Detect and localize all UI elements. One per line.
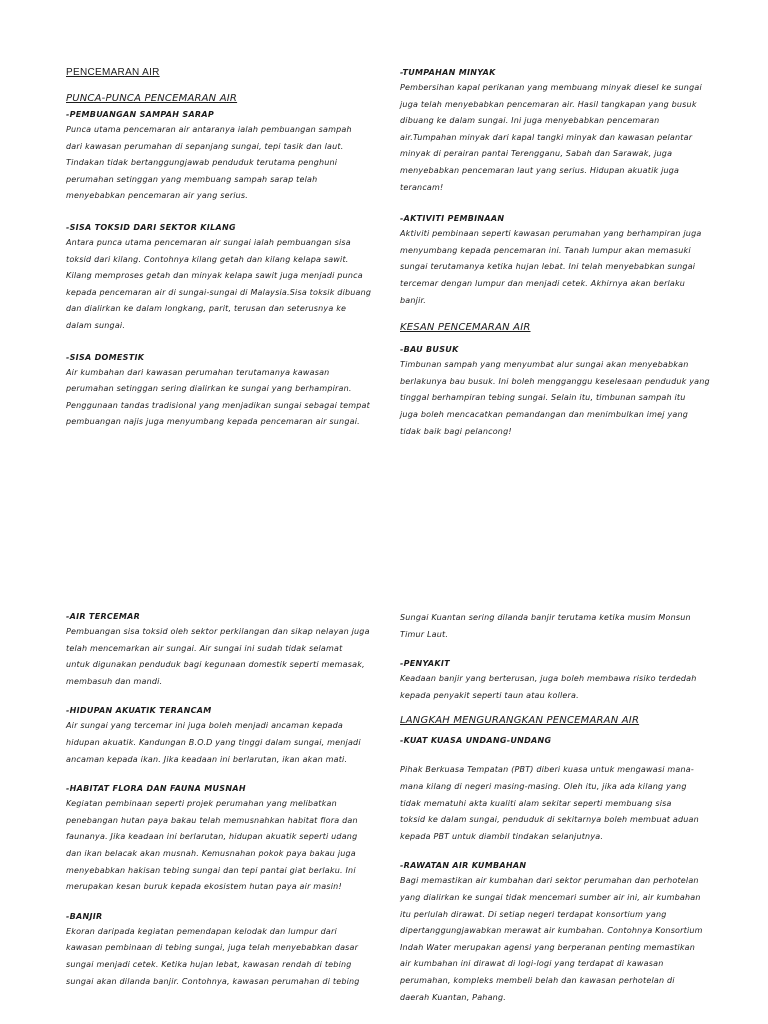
page1-left-column — [66, 66, 376, 431]
section-heading-causes: PUNCA-PUNCA PENCEMARAN AIR — [66, 93, 238, 104]
sub-heading-toxic-waste: -SISA TOKSID DARI SEKTOR KILANG — [66, 222, 236, 232]
page2-right-column — [400, 610, 720, 1006]
paragraph-construction: Aktiviti pembinaan seperti kawasan perumahan yang berhampiran juga menyumbang kepada pencemaran ini. Tanah lumpur akan memasuki sungai terutamanya ketika hujan lebat. Ini telah menyebabkan sungai tercemar dengan lumpur dan menjadi cetek. Akhirnya akan berlaku banjir. — [400, 229, 702, 305]
section-heading-measures: LANGKAH MENGURANGKAN PENCEMARAN AIR — [400, 715, 640, 727]
sub-heading-habitat: -HABITAT FLORA DAN FAUNA MUSNAH — [66, 784, 246, 794]
sub-heading-domestic-waste: -SISA DOMESTIK — [66, 352, 145, 362]
sub-heading-construction: -AKTIVITI PEMBINAAN — [400, 214, 505, 224]
sub-heading-bad-smell: -BAU BUSUK — [400, 345, 459, 355]
sub-heading-aquatic-life: -HIDUPAN AKUATIK TERANCAM — [66, 706, 212, 716]
paragraph-habitat: Kegiatan pembinaan seperti projek perumahan yang melibatkan penebangan hutan paya bakau telah memusnahkan habitat flora dan faunanya. Jika keadaan ini berlarutan, hidupan akuatik seperti udang dan ikan belacak akan musnah. Kemusnahan pokok paya bakau juga menyebabkan hakisan tebing sungai dan tepi pantai giat berlaku. Ini merupakan kesan buruk kepada ekosistem hutan paya air masin! — [66, 799, 358, 892]
paragraph-enforcement: Pihak Berkuasa Tempatan (PBT) diberi kuasa untuk mengawasi mana- mana kilang di negeri masing-masing. Oleh itu, jika ada kilang yang tidak mematuhi akta kualiti alam sekitar seperti membuang sisa toksid ke dalam sungai, penduduk di sekitarnya boleh membuat aduan kepada PBT untuk diambil tindakan selanjutnya. — [400, 765, 699, 841]
paragraph-oil-spill: Pembersihan kapal perikanan yang membuang minyak diesel ke sungai juga telah menyebabkan pencemaran air. Hasil tangkapan yang busuk dibuang ke dalam sungai. Ini juga menyebabkan pencemaran air.Tumpahan minyak dari kapal tangki minyak dan kawasan pelantar minyak di perairan pantai Terengganu, Sabah dan Sarawak, juga menyebabkan pencemaran laut yang serius. Hidupan akuatik juga terancam! — [400, 83, 702, 192]
page1-right-column — [400, 66, 720, 440]
paragraph-sewage-treatment: Bagi memastikan air kumbahan dari sektor perumahan dan perhotelan yang dialirkan ke sungai tidak mencemari sumber air ini, air kumbahan itu perlulah dirawat. Di setiap negeri terdapat konsortium yang dipertanggungjawabkan merawat air kumbahan. Contohnya Konsortium Indah Water merupakan agensi yang berperanan penting memastikan air kumbahan ini dirawat di logi-logi yang terdapat di kawasan perumahan, kompleks membeli belah dan kawasan perhotelan di daerah Kuantan, Pahang. — [400, 876, 703, 1002]
paragraph-polluted-water: Pembuangan sisa toksid oleh sektor perkilangan dan sikap nelayan juga telah mencemarkan air sungai. Air sungai ini sudah tidak selamat untuk digunakan penduduk bagi kegunaan domestik seperti memasak, membasuh dan mandi. — [66, 627, 370, 686]
paragraph-bad-smell: Timbunan sampah yang menyumbat alur sungai akan menyebabkan berlakunya bau busuk. Ini boleh mengganggu keselesaan penduduk yang tinggal berhampiran tebing sungai. Selain itu, timbunan sampah itu juga boleh mencacatkan pemandangan dan menimbulkan imej yang tidak baik bagi pelancong! — [400, 360, 710, 436]
sub-heading-disease: -PENYAKIT — [400, 659, 450, 669]
sub-heading-sewage-treatment: -RAWATAN AIR KUMBAHAN — [400, 861, 527, 871]
paragraph-flood: Ekoran daripada kegiatan pemendapan kelodak dan lumpur dari kawasan pembinaan di tebing sungai, juga telah menyebabkan dasar sungai menjadi cetek. Ketika hujan lebat, kawasan rendah di tebing sungai akan dilanda banjir. Contohnya, kawasan perumahan di tebing — [66, 926, 360, 986]
sub-heading-rubbish: -PEMBUANGAN SAMPAH SARAP — [66, 110, 215, 119]
paragraph-rubbish: Punca utama pencemaran air antaranya ialah pembuangan sampah dari kawasan perumahan di sepanjang sungai, tepi tasik dan laut. Tindakan tidak bertanggungjawab penduduk terutama penghuni perumahan setinggan yang membuang sampah sarap telah menyebabkan pencemaran air yang serius. — [66, 125, 352, 201]
paragraph-disease: Keadaan banjir yang berterusan, juga boleh membawa risiko terdedah kepada penyakit seperti taun atau kollera. — [400, 674, 697, 700]
sub-heading-flood: -BANJIR — [66, 911, 103, 921]
document-page-2 — [0, 596, 768, 1024]
sub-heading-enforcement: -KUAT KUASA UNDANG-UNDANG — [400, 736, 552, 746]
page2-left-column — [66, 610, 376, 990]
paragraph-flood-continued: Sungai Kuantan sering dilanda banjir terutama ketika musim Monsun Timur Laut. — [400, 613, 691, 639]
sub-heading-oil-spill: -TUMPAHAN MINYAK — [400, 68, 496, 77]
document-title: PENCEMARAN AIR — [66, 67, 160, 78]
paragraph-aquatic-life: Air sungai yang tercemar ini juga boleh menjadi ancaman kepada hidupan akuatik. Kandungan B.O.D yang tinggi dalam sungai, menjadi ancaman kepada ikan. Jika keadaan ini berlarutan, ikan akan mati. — [66, 721, 361, 764]
paragraph-domestic-waste: Air kumbahan dari kawasan perumahan terutamanya kawasan perumahan setinggan sering dialirkan ke sungai yang berhampiran. Penggunaan tandas tradisional yang menjadikan sungai sebagai tempat pembuangan najis juga menyumbang kepada pencemaran air sungai. — [66, 367, 370, 427]
paragraph-toxic-waste: Antara punca utama pencemaran air sungai ialah pembuangan sisa toksid dari kilang. Contohnya kilang getah dan kilang kelapa sawit. Kilang memproses getah dan minyak kelapa sawit juga menjadi punca kepada pencemaran air di sungai-sungai di Malaysia.Sisa toksik dibuang dan dialirkan ke dalam longkang, parit, terusan dan seterusnya ke dalam sungai. — [66, 237, 372, 330]
sub-heading-polluted-water: -AIR TERCEMAR — [66, 612, 141, 621]
section-heading-effects: KESAN PENCEMARAN AIR — [400, 322, 531, 334]
